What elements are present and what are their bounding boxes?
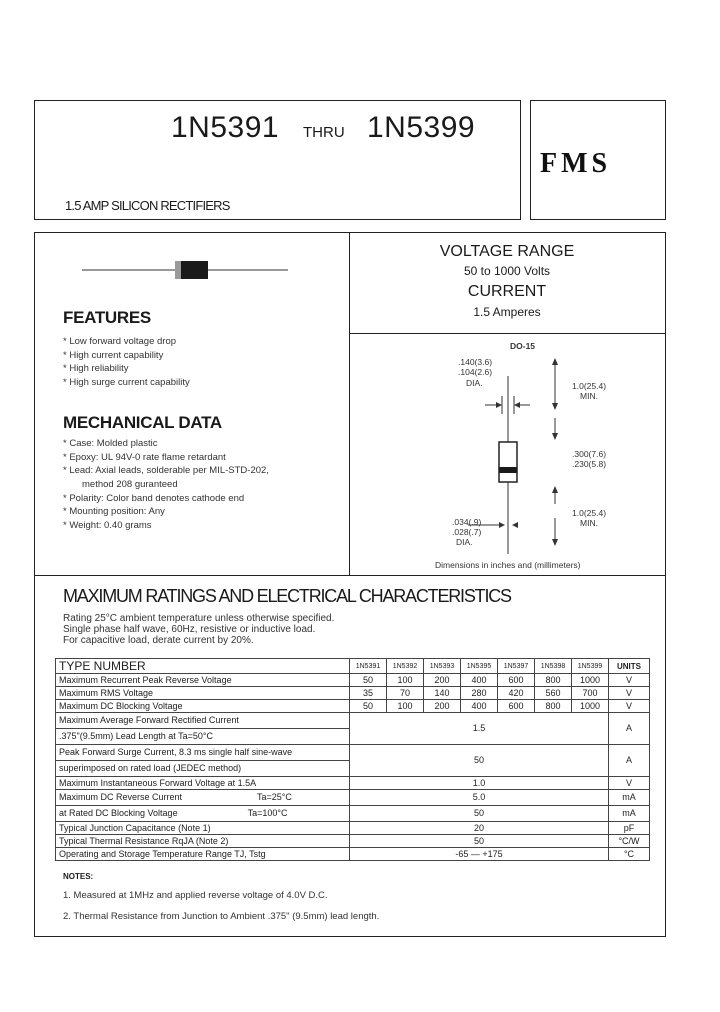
feature-item: * Low forward voltage drop [63,336,177,347]
mechanical-item: method 208 guranteed [82,479,178,490]
value-cell: 600 [498,674,535,687]
type-number-header: TYPE NUMBER [56,659,350,674]
table-row [56,835,650,848]
lead-length-bottom-unit: MIN. [580,518,598,528]
value-cell: 800 [535,700,572,713]
value-cell: 600 [498,700,535,713]
lead-length-top-unit: MIN. [580,391,598,401]
param-label: Maximum DC Blocking Voltage [56,700,350,713]
unit-cell: °C [609,848,650,861]
unit-cell: mA [609,790,650,806]
wire-dia-max: .034(.9) [452,517,482,527]
part-number-header: 1N5392 [387,659,424,674]
note-2: 2. Thermal Resistance from Junction to Ambient .375" (9.5mm) lead length. [63,911,380,922]
table-row [56,790,650,806]
mechanical-item: * Polarity: Color band denotes cathode end [63,493,245,504]
current-title: CURRENT [467,283,547,300]
mechanical-item: * Case: Molded plastic [63,438,158,449]
table-row [56,713,650,729]
value-cell: 50 [350,674,387,687]
lead-length-bottom: 1.0(25.4) [572,508,607,518]
table-row [56,674,650,687]
unit-cell: mA [609,806,650,822]
unit-cell: V [609,687,650,700]
wire-dia-min: .028(.7) [452,527,482,537]
param-label: Maximum Recurrent Peak Reverse Voltage [56,674,350,687]
table-row [56,700,650,713]
part-number-header: 1N5395 [461,659,498,674]
value-cell: 1.0 [350,777,609,790]
value-cell: 100 [387,700,424,713]
value-cell: 420 [498,687,535,700]
param-label: superimposed on rated load (JEDEC method) [56,761,350,777]
brand-logo: FMS [540,148,612,179]
value-cell: 1000 [572,700,609,713]
units-header: UNITS [609,659,650,674]
param-label: Operating and Storage Temperature Range TJ, Tstg [56,848,350,861]
feature-item: * High surge current capability [63,377,190,388]
unit-cell: V [609,674,650,687]
part-number-header: 1N5397 [498,659,535,674]
value-cell: 1000 [572,674,609,687]
value-cell: 400 [461,700,498,713]
param-label [56,790,350,806]
feature-item: * High current capability [63,350,164,361]
diode-illustration [80,258,292,282]
lead-dia-min: .104(2.6) [458,367,493,377]
table-row [56,806,650,822]
param-label: Maximum Average Forward Rectified Current [56,713,350,729]
voltage-range-title: VOLTAGE RANGE [439,243,575,260]
mechanical-item: * Lead: Axial leads, solderable per MIL-STD-202, [63,465,269,476]
mechanical-item: * Mounting position: Any [63,506,165,517]
value-cell: -65 — +175 [350,848,609,861]
param-text: Maximum DC Reverse Current [59,792,183,802]
voltage-range-value: 50 to 1000 Volts [463,264,551,278]
value-cell: 20 [350,822,609,835]
value-cell: 50 [350,835,609,848]
param-label: Maximum RMS Voltage [56,687,350,700]
lead-dia-unit: DIA. [466,378,483,388]
condition-text: Ta=25°C [257,792,292,802]
product-subtitle: 1.5 AMP SILICON RECTIFIERS [65,198,230,213]
part-number-header: 1N5393 [424,659,461,674]
value-cell: 700 [572,687,609,700]
unit-cell: V [609,700,650,713]
value-cell: 400 [461,674,498,687]
value-cell: 50 [350,745,609,777]
ratings-title: MAXIMUM RATINGS AND ELECTRICAL CHARACTERISTICS [63,586,511,606]
lead-length-top: 1.0(25.4) [572,381,607,391]
notes-title: NOTES: [63,872,94,881]
value-cell: 50 [350,700,387,713]
table-row [56,822,650,835]
unit-cell: A [609,745,650,777]
package-label: DO-15 [510,341,536,351]
do15-outline-drawing [350,334,666,575]
value-cell: 200 [424,674,461,687]
lead-dia-max: .140(3.6) [458,357,493,367]
param-label: Typical Junction Capacitance (Note 1) [56,822,350,835]
section-divider [34,575,666,576]
part-number-header: 1N5398 [535,659,572,674]
value-cell: 35 [350,687,387,700]
rating-condition: Single phase half wave, 60Hz, resistive or inductive load. [63,624,316,635]
rating-condition: Rating 25°C ambient temperature unless otherwise specified. [63,613,335,624]
mechanical-item: * Epoxy: UL 94V-0 rate flame retardant [63,452,226,463]
part-number-last: 1N5399 [367,111,476,144]
table-row [56,777,650,790]
value-cell: 200 [424,700,461,713]
table-row [56,848,650,861]
unit-cell: pF [609,822,650,835]
value-cell: 70 [387,687,424,700]
wire-dia-unit: DIA. [456,537,473,547]
current-value: 1.5 Amperes [473,305,541,319]
part-number-first: 1N5391 [171,111,280,144]
param-label: Maximum Instantaneous Forward Voltage at 1.5A [56,777,350,790]
unit-cell: °C/W [609,835,650,848]
value-cell: 5.0 [350,790,609,806]
unit-cell: A [609,713,650,745]
thru-label: THRU [303,124,345,141]
note-1: 1. Measured at 1MHz and applied reverse voltage of 4.0V D.C. [63,890,328,901]
unit-cell: V [609,777,650,790]
features-title: FEATURES [63,308,151,327]
param-label: Typical Thermal Resistance RqJA (Note 2) [56,835,350,848]
rating-condition: For capacitive load, derate current by 20%. [63,635,254,646]
param-label: .375"(9.5mm) Lead Length at Ta=50°C [56,729,350,745]
feature-item: * High reliability [63,363,129,374]
part-number-header: 1N5399 [572,659,609,674]
param-label [56,806,350,822]
dimension-caption: Dimensions in inches and (millimeters) [435,560,581,570]
value-cell: 560 [535,687,572,700]
condition-text: Ta=100°C [247,808,288,818]
value-cell: 100 [387,674,424,687]
body-length-max: .300(7.6) [572,449,607,459]
value-cell: 140 [424,687,461,700]
table-header-row [56,659,650,674]
value-cell: 1.5 [350,713,609,745]
value-cell: 280 [461,687,498,700]
value-cell: 50 [350,806,609,822]
param-text: at Rated DC Blocking Voltage [59,808,178,818]
part-number-header: 1N5391 [350,659,387,674]
table-row [56,745,650,761]
mechanical-item: * Weight: 0.40 grams [63,520,152,531]
table-row [56,687,650,700]
param-label: Peak Forward Surge Current, 8.3 ms single half sine-wave [56,745,350,761]
mechanical-data-title: MECHANICAL DATA [63,413,222,432]
ratings-table [55,658,650,861]
value-cell: 800 [535,674,572,687]
body-length-min: .230(5.8) [572,459,607,469]
